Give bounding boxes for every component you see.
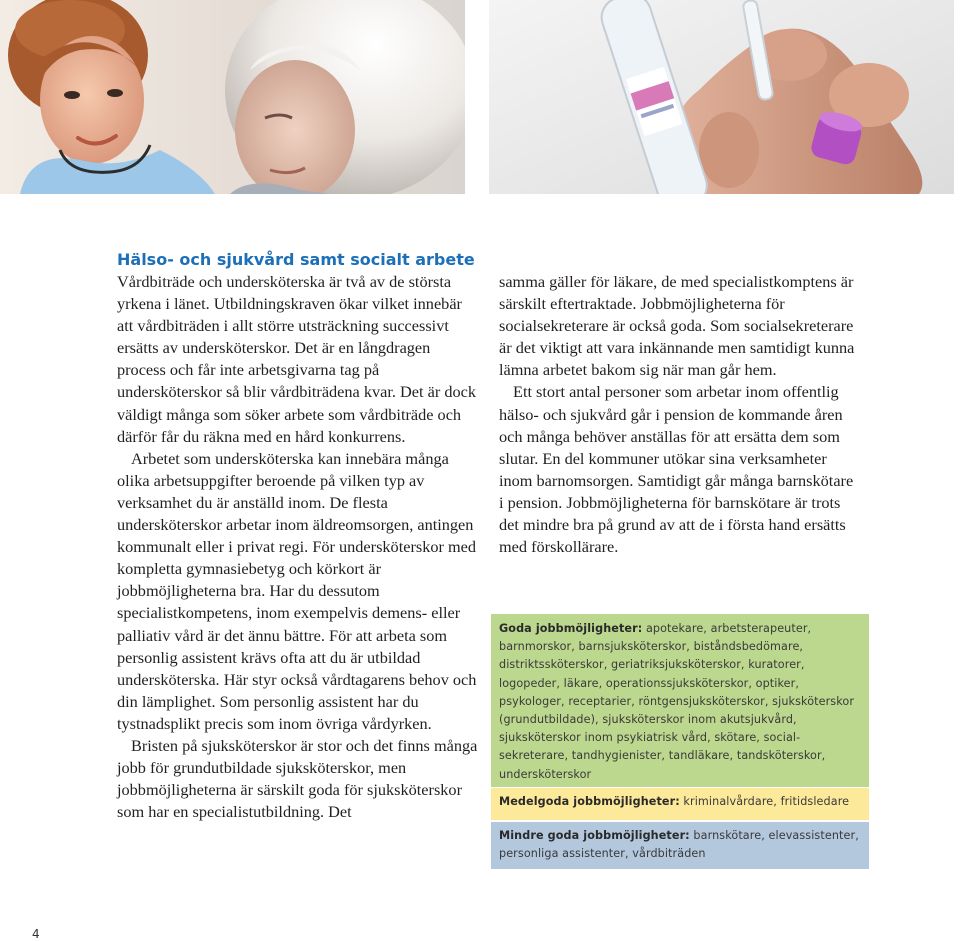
box-label: Mindre goda jobbmöjligheter: <box>499 829 690 842</box>
medium-job-opportunities-box <box>491 788 869 820</box>
box-text: kriminalvårdare, fritidsledare <box>679 795 850 808</box>
photo-hand-with-test-tube <box>489 0 954 194</box>
box-text: apotekare, arbetsterapeuter, barnmorskor, barnsjuksköterskor, biståndsbedömare, distriktssköterskor, geriatriksjuksköterskor, kuratorer, logopeder, läkare, operationssjuksköterskor, optiker, psykologer, receptarier, röntgensjuksköterskor, sjuksköterskor (grundutbildade), sjuksköterskor inom akutsjukvård, sjuksköterskor inom psykiatrisk vård, skötare, socialsekreterare, tandhygienister, tandläkare, tandsköterskor, undersköterskor <box>499 622 855 781</box>
less-job-opportunities-box <box>491 822 869 869</box>
paragraph: Vårdbiträde och undersköterska är två av de största yrkena i länet. Utbildningskraven ökar vilket innebär att vårdbiträden i allt större utsträckning successivt ersätts av undersköterskor. Det är en långdragen process och får inte arbetsgivarna tag på undersköterskor så blir vårdbiträdena kvar. Det är dock väldigt många som söker arbete som vårdbiträde och därför får du räkna med en hård konkurrens. <box>117 272 476 446</box>
paragraph: Bristen på sjuksköterskor är stor och det finns många jobb för grundutbildade sjuksköterskor, men jobbmöjligheterna är särskilt goda för sjuksköterskor som har en specialistutbildning. Det <box>117 735 478 822</box>
paragraph: Arbetet som undersköterska kan innebära många olika arbetsuppgifter beroende på vilken typ av verksamhet du är anställd inom. De flesta undersköterskor arbetar inom äldreomsorgen, antingen kommunalt eller i privat regi. För undersköterskor med kompletta gymnasiebetyg och körkort är jobbmöjligheterna bra. Har du dessutom specialistkompetens, inom exempelvis demens- eller palliativ vård är det ännu bättre. För att arbeta som personlig assistent krävs ofta att du är utbildad undersköterska. Här styr också vårdtagarens behov och din lämplighet. Som personlig assistent har du tystnadsplikt precis som inom övriga vårdyrken. <box>117 448 477 733</box>
text-column-left <box>117 249 479 823</box>
paragraph: samma gäller för läkare, de med specialistkomptens är särskilt eftertraktade. Jobbmöjligheterna för socialsekreterare är också goda. Som socialsekreterare är det viktigt att vara inkännande men samtidigt kunna lämna arbetet bakom sig när man går hem. <box>499 272 855 380</box>
text-column-right <box>499 271 861 558</box>
box-label: Medelgoda jobbmöjligheter: <box>499 795 680 808</box>
good-job-opportunities-box <box>491 614 869 787</box>
photo-nurse-and-patient <box>0 0 465 194</box>
section-heading: Hälso- och sjukvård samt socialt arbete <box>117 250 475 269</box>
box-label: Goda jobbmöjligheter: <box>499 622 643 635</box>
page-number: 4 <box>32 927 40 941</box>
box-text: barnskötare, elevassistenter, personliga assistenter, vårdbiträden <box>499 829 859 860</box>
paragraph: Ett stort antal personer som arbetar inom offentlig hälso- och sjukvård går i pension de kommande åren och många behöver anställas för att ersätta dem som slutar. En del kommuner utökar sina verksamheter inom barnomsorgen. Samtidigt går många barnskötare i pension. Jobbmöjligheterna för barnskötare är trots det mindre bra på grund av att de i första hand ersätts med förskollärare. <box>499 382 854 557</box>
